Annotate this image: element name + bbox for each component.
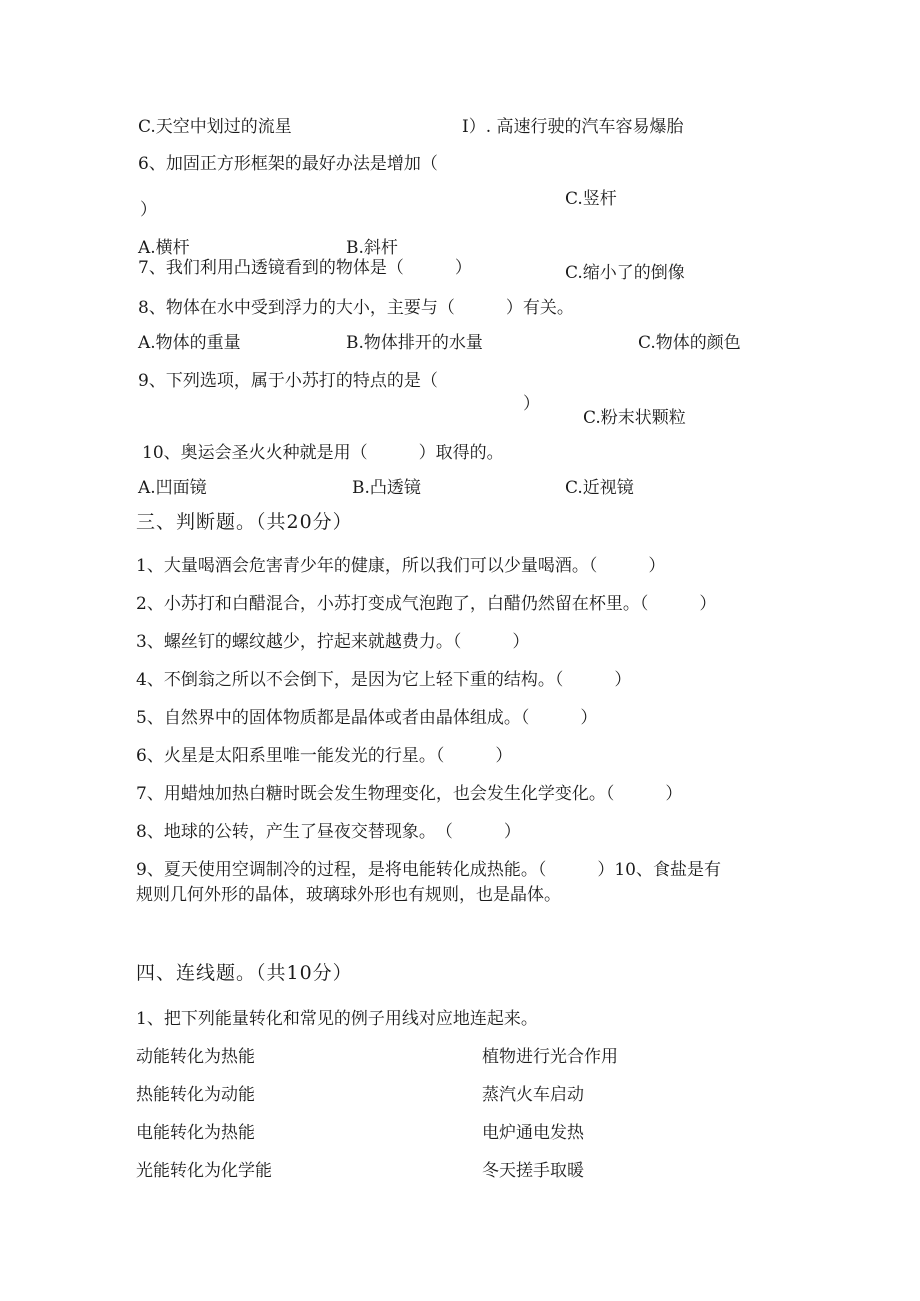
matching-left-item: 动能转化为热能 bbox=[136, 1047, 255, 1067]
q8-option-b: B.物体排开的水量 bbox=[346, 333, 483, 353]
q7-stem-clipped: 7、我们利用凸透镜看到的物体是（ ） bbox=[138, 258, 472, 278]
matching-section-heading: 四、连线题。（共10分） bbox=[136, 962, 353, 984]
judge-item: 1、大量喝酒会危害青少年的健康，所以我们可以少量喝酒。（ ） bbox=[136, 556, 666, 576]
judge-item: 9、夏天使用空调制冷的过程，是将电能转化成热能。（ ）10、食盐是有 bbox=[136, 860, 721, 880]
q8-option-a: A.物体的重量 bbox=[138, 333, 241, 353]
matching-left-item: 光能转化为化学能 bbox=[136, 1161, 272, 1181]
q6-option-b: B.斜杆 bbox=[346, 238, 398, 258]
q6-option-a: A.横杆 bbox=[138, 238, 190, 258]
judge-item: 5、自然界中的固体物质都是晶体或者由晶体组成。（ ） bbox=[136, 708, 598, 728]
judge-section-heading: 三、判断题。（共20分） bbox=[136, 511, 353, 533]
q8-stem: 8、物体在水中受到浮力的大小，主要与（ ）有关。 bbox=[138, 298, 574, 318]
q7-option-c: C.缩小了的倒像 bbox=[565, 263, 685, 283]
q6-close-paren: ） bbox=[140, 200, 157, 220]
q10-option-b: B.凸透镜 bbox=[352, 478, 421, 498]
judge-item: 规则几何外形的晶体，玻璃球外形也有规则，也是晶体。 bbox=[136, 885, 561, 905]
judge-item: 8、地球的公转，产生了昼夜交替现象。 （ ） bbox=[136, 822, 521, 842]
judge-item: 7、用蜡烛加热白糖时既会发生物理变化，也会发生化学变化。（ ） bbox=[136, 784, 683, 804]
q10-stem: 10、奥运会圣火火种就是用（ ）取得的。 bbox=[142, 443, 504, 463]
judge-item: 3、螺丝钉的螺纹越少，拧起来就越费力。（ ） bbox=[136, 632, 530, 652]
matching-instruction: 1、把下列能量转化和常见的例子用线对应地连起来。 bbox=[136, 1009, 538, 1029]
q9-stem: 9、下列选项，属于小苏打的特点的是（ bbox=[138, 371, 438, 391]
matching-right-item: 蒸汽火车启动 bbox=[482, 1085, 584, 1105]
q9-close-paren: ） bbox=[523, 394, 540, 414]
q8-option-c: C.物体的颜色 bbox=[638, 333, 741, 353]
judge-item: 6、火星是太阳系里唯一能发光的行星。（ ） bbox=[136, 746, 513, 766]
judge-item: 2、小苏打和白醋混合，小苏打变成气泡跑了，白醋仍然留在杯里。（ ） bbox=[136, 594, 717, 614]
judge-item: 4、不倒翁之所以不会倒下，是因为它上轻下重的结构。（ ） bbox=[136, 670, 632, 690]
q10-option-a: A.凹面镜 bbox=[138, 478, 207, 498]
matching-left-item: 电能转化为热能 bbox=[136, 1123, 255, 1143]
q6-option-c: C.竖杆 bbox=[565, 189, 617, 209]
matching-left-item: 热能转化为动能 bbox=[136, 1085, 255, 1105]
q6-stem: 6、加固正方形框架的最好办法是增加（ bbox=[138, 154, 438, 174]
q9-option-c: C.粉末状颗粒 bbox=[583, 408, 686, 428]
matching-right-item: 电炉通电发热 bbox=[482, 1123, 584, 1143]
q5-option-c: C.天空中划过的流星 bbox=[138, 117, 292, 137]
q10-option-c: C.近视镜 bbox=[565, 478, 634, 498]
q5-option-d: I）. 高速行驶的汽车容易爆胎 bbox=[462, 117, 684, 137]
matching-right-item: 冬天搓手取暖 bbox=[482, 1161, 584, 1181]
matching-right-item: 植物进行光合作用 bbox=[482, 1047, 618, 1067]
